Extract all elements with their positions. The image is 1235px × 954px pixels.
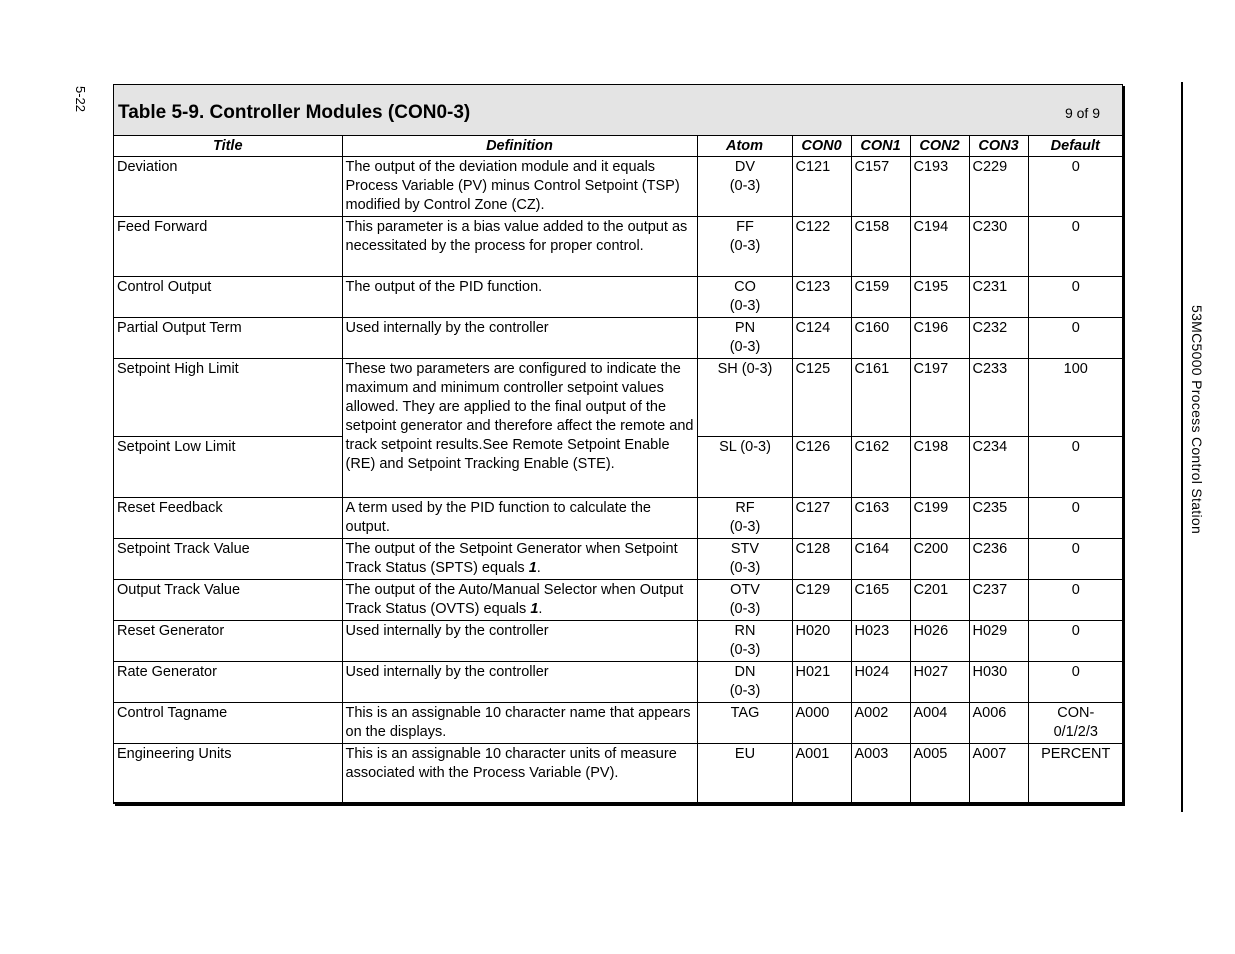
default-line-2: 0/1/2/3: [1053, 724, 1098, 740]
atom-name: DN: [734, 664, 756, 680]
cell-atom: [697, 318, 792, 359]
cell-con2: C195: [910, 277, 969, 318]
cell-definition: [342, 539, 697, 580]
table-title: Table 5-9. Controller Modules (CON0-3): [118, 102, 471, 123]
cell-definition: These two parameters are configured to indicate the maximum and minimum controller setpoint values allowed. They are applied to the final output of the setpoint generator and therefore affect the remote and track setpoint results.See Remote Setpoint Enable (RE) and Setpoint Tracking Enable (STE).: [342, 359, 697, 498]
cell-con1: C162: [851, 437, 910, 498]
cell-con3: C233: [969, 359, 1028, 437]
atom-range: (0-3): [729, 642, 761, 658]
cell-title: Control Tagname: [114, 703, 342, 744]
atom-range: (0-3): [729, 560, 761, 576]
table-row: [114, 318, 1122, 359]
controller-modules-table: [113, 84, 1123, 804]
header-con3: CON3: [969, 136, 1028, 157]
default-line-1: CON-: [1057, 705, 1095, 721]
cell-con3: C236: [969, 539, 1028, 580]
atom-range: (0-3): [729, 683, 761, 699]
cell-con2: C200: [910, 539, 969, 580]
cell-title: Reset Feedback: [114, 498, 342, 539]
cell-con3: H029: [969, 621, 1028, 662]
cell-title: Deviation: [114, 157, 342, 217]
cell-title: Partial Output Term: [114, 318, 342, 359]
cell-atom: [697, 744, 792, 803]
cell-title: Rate Generator: [114, 662, 342, 703]
cell-con1: C157: [851, 157, 910, 217]
cell-title: Output Track Value: [114, 580, 342, 621]
cell-con0: C124: [792, 318, 851, 359]
cell-title: Setpoint Track Value: [114, 539, 342, 580]
header-row: [114, 136, 1122, 157]
cell-default: 0: [1028, 277, 1122, 318]
cell-title: Reset Generator: [114, 621, 342, 662]
table-row: [114, 580, 1122, 621]
header-definition: Definition: [342, 136, 697, 157]
cell-con2: C198: [910, 437, 969, 498]
cell-atom: [697, 437, 792, 498]
side-divider: [1181, 82, 1183, 812]
cell-default: 0: [1028, 662, 1122, 703]
cell-title: Feed Forward: [114, 217, 342, 277]
cell-title: Control Output: [114, 277, 342, 318]
cell-atom: [697, 580, 792, 621]
cell-con2: H027: [910, 662, 969, 703]
definition-text: The output of the Setpoint Generator when Setpoint Track Status (SPTS) equals: [345, 541, 678, 576]
cell-definition: Used internally by the controller: [342, 318, 697, 359]
cell-con2: A004: [910, 703, 969, 744]
cell-con0: C126: [792, 437, 851, 498]
definition-end: .: [538, 601, 543, 617]
definition-value: 1: [528, 560, 537, 576]
header-title: Title: [114, 136, 342, 157]
cell-definition: This is an assignable 10 character name that appears on the displays.: [342, 703, 697, 744]
cell-con2: C196: [910, 318, 969, 359]
atom-range: (0-3): [729, 298, 761, 314]
atom-range: (0-3): [729, 339, 761, 355]
cell-default: [1028, 703, 1122, 744]
cell-definition: Used internally by the controller: [342, 662, 697, 703]
atom-range: (0-3): [729, 178, 761, 194]
cell-con2: C199: [910, 498, 969, 539]
cell-con3: C234: [969, 437, 1028, 498]
cell-con1: C159: [851, 277, 910, 318]
cell-con0: A000: [792, 703, 851, 744]
cell-con0: H020: [792, 621, 851, 662]
atom-name: SH (0-3): [717, 361, 773, 377]
cell-con0: C121: [792, 157, 851, 217]
cell-default: 0: [1028, 157, 1122, 217]
atom-name: CO: [734, 279, 756, 295]
header-con0: CON0: [792, 136, 851, 157]
header-con2: CON2: [910, 136, 969, 157]
table-page-indicator: 9 of 9: [1064, 105, 1100, 121]
cell-con2: H026: [910, 621, 969, 662]
table-row: [114, 662, 1122, 703]
cell-con1: C160: [851, 318, 910, 359]
table-row: [114, 703, 1122, 744]
cell-definition: The output of the PID function.: [342, 277, 697, 318]
cell-con2: C193: [910, 157, 969, 217]
atom-name: PN: [734, 320, 756, 336]
page-number: 5-22: [73, 86, 88, 113]
cell-definition: A term used by the PID function to calculate the output.: [342, 498, 697, 539]
definition-end: .: [536, 560, 541, 576]
data-table: [114, 136, 1122, 803]
cell-definition: This parameter is a bias value added to the output as necessitated by the process for proper control.: [342, 217, 697, 277]
table-row: [114, 621, 1122, 662]
atom-name: STV: [730, 541, 760, 557]
cell-con3: C230: [969, 217, 1028, 277]
cell-con0: C125: [792, 359, 851, 437]
cell-con1: C164: [851, 539, 910, 580]
cell-con0: H021: [792, 662, 851, 703]
cell-con2: A005: [910, 744, 969, 803]
cell-default: 0: [1028, 318, 1122, 359]
cell-con0: C123: [792, 277, 851, 318]
cell-con3: C229: [969, 157, 1028, 217]
cell-con1: C165: [851, 580, 910, 621]
cell-con3: C231: [969, 277, 1028, 318]
cell-con3: A007: [969, 744, 1028, 803]
cell-title: Setpoint High Limit: [114, 359, 342, 437]
cell-con0: C129: [792, 580, 851, 621]
cell-con0: C128: [792, 539, 851, 580]
definition-value: 1: [530, 601, 539, 617]
cell-definition: Used internally by the controller: [342, 621, 697, 662]
cell-con2: C194: [910, 217, 969, 277]
cell-con1: C161: [851, 359, 910, 437]
atom-name: FF: [736, 219, 754, 235]
atom-name: TAG: [730, 705, 760, 721]
cell-con2: C201: [910, 580, 969, 621]
cell-default: 0: [1028, 498, 1122, 539]
cell-con1: A003: [851, 744, 910, 803]
cell-default: 0: [1028, 437, 1122, 498]
atom-range: (0-3): [729, 601, 761, 617]
atom-name: DV: [734, 159, 756, 175]
cell-con0: A001: [792, 744, 851, 803]
cell-con3: C232: [969, 318, 1028, 359]
cell-con1: C163: [851, 498, 910, 539]
cell-atom: [697, 498, 792, 539]
atom-range: (0-3): [729, 519, 761, 535]
cell-default: PERCENT: [1028, 744, 1122, 803]
header-con1: CON1: [851, 136, 910, 157]
table-row: [114, 539, 1122, 580]
atom-name: RF: [735, 500, 755, 516]
table-row: [114, 744, 1122, 803]
cell-definition: The output of the deviation module and it equals Process Variable (PV) minus Control Setpoint (TSP) modified by Control Zone (CZ).: [342, 157, 697, 217]
cell-con1: C158: [851, 217, 910, 277]
cell-con0: C127: [792, 498, 851, 539]
table-row: [114, 157, 1122, 217]
cell-con1: A002: [851, 703, 910, 744]
table-row: [114, 359, 1122, 437]
cell-default: 0: [1028, 539, 1122, 580]
cell-default: 100: [1028, 359, 1122, 437]
atom-range: (0-3): [729, 238, 761, 254]
atom-name: RN: [734, 623, 756, 639]
cell-definition: This is an assignable 10 character units of measure associated with the Process Variable (PV).: [342, 744, 697, 803]
cell-con1: H023: [851, 621, 910, 662]
cell-title: Engineering Units: [114, 744, 342, 803]
cell-atom: [697, 359, 792, 437]
cell-title: Setpoint Low Limit: [114, 437, 342, 498]
table-row: [114, 277, 1122, 318]
side-title: 53MC5000 Process Control Station: [1189, 305, 1205, 535]
cell-con3: H030: [969, 662, 1028, 703]
header-default: Default: [1028, 136, 1122, 157]
cell-default: 0: [1028, 217, 1122, 277]
cell-definition: [342, 580, 697, 621]
cell-con0: C122: [792, 217, 851, 277]
atom-name: EU: [734, 746, 756, 762]
cell-atom: [697, 662, 792, 703]
cell-con3: A006: [969, 703, 1028, 744]
cell-atom: [697, 621, 792, 662]
cell-atom: [697, 157, 792, 217]
cell-default: 0: [1028, 580, 1122, 621]
table-row: [114, 217, 1122, 277]
cell-atom: [697, 539, 792, 580]
table-row: [114, 498, 1122, 539]
definition-text: The output of the Auto/Manual Selector when Output Track Status (OVTS) equals: [345, 582, 684, 617]
cell-atom: [697, 217, 792, 277]
cell-atom: [697, 277, 792, 318]
atom-name: OTV: [730, 582, 760, 598]
cell-atom: [697, 703, 792, 744]
cell-con3: C237: [969, 580, 1028, 621]
header-atom: Atom: [697, 136, 792, 157]
cell-con1: H024: [851, 662, 910, 703]
cell-con2: C197: [910, 359, 969, 437]
cell-default: 0: [1028, 621, 1122, 662]
cell-con3: C235: [969, 498, 1028, 539]
atom-name: SL (0-3): [719, 439, 771, 455]
table-title-bar: [114, 85, 1122, 136]
